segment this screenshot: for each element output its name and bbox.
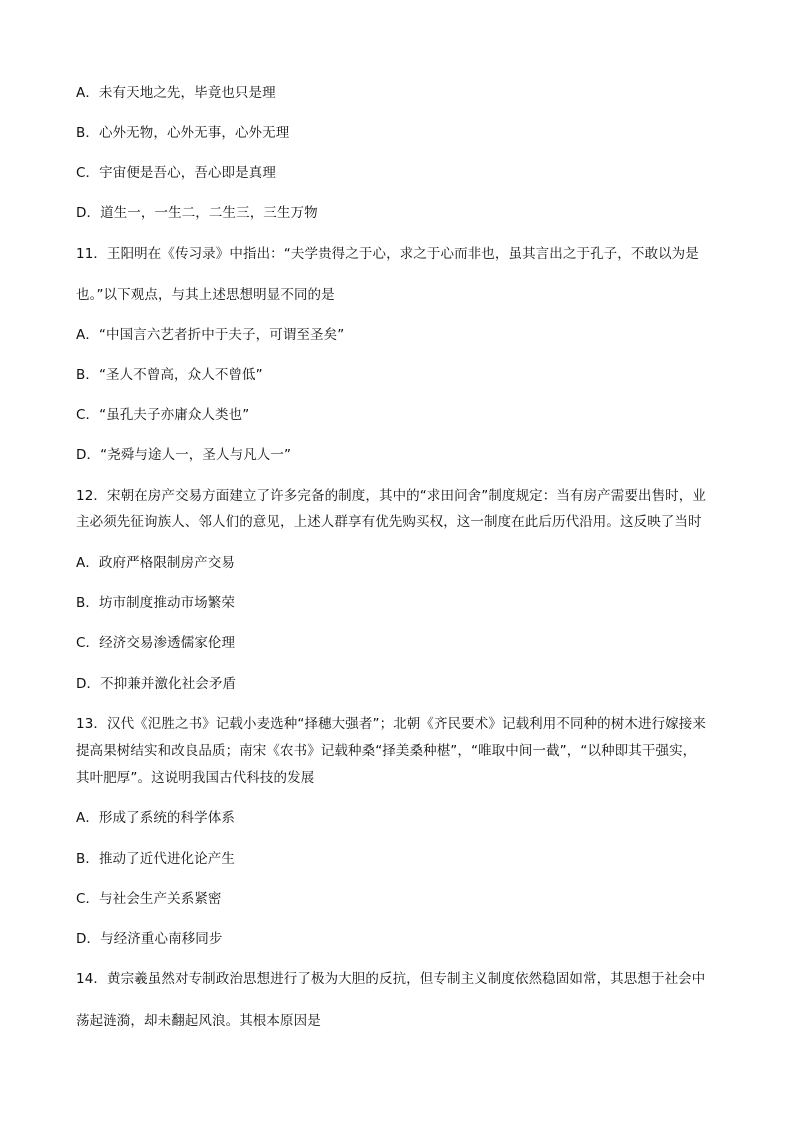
q13-option-d: D．与经济重心南移同步 (76, 931, 223, 947)
q12-stem-line2: 主必须先征询族人、邻人们的意见，上述人群享有优先购买权，这一制度在此后历代沿用。这反映了当时 (76, 514, 702, 530)
q11-option-c: C．“虽孔夫子亦庸众人类也” (76, 407, 250, 423)
q12-option-d: D．不抑兼并激化社会矛盾 (76, 676, 237, 692)
q12-option-c: C．经济交易渗透儒家伦理 (76, 635, 236, 651)
q10-option-a: A．未有天地之先，毕竟也只是理 (76, 85, 276, 101)
q12-option-b: B．坊市制度推动市场繁荣 (76, 595, 235, 611)
q10-option-b: B．心外无物，心外无事，心外无理 (76, 125, 290, 141)
q13-stem-line2: 提高果树结实和改良品质；南宋《农书》记载种桑“择美桑种椹”，“唯取中间一截”，“以种即其干强实， (76, 743, 697, 759)
q12-stem-line1: 12．宋朝在房产交易方面建立了许多完备的制度，其中的“求田问舍”制度规定：当有房产需要出售时，业 (76, 488, 706, 504)
q11-option-d: D．“尧舜与途人一，圣人与凡人一” (76, 447, 292, 463)
q11-option-b: B．“圣人不曾高，众人不曾低” (76, 367, 263, 383)
q14-stem-line2: 荡起涟漪，却未翻起风浪。其根本原因是 (76, 1013, 321, 1029)
q11-stem-line1: 11．王阳明在《传习录》中指出：“夫学贵得之于心，求之于心而非也，虽其言出之于孔子，不敢以为是 (76, 246, 699, 262)
q10-option-c: C．宇宙便是吾心，吾心即是真理 (76, 165, 276, 181)
q13-stem-line3: 其叶肥厚”。这说明我国古代科技的发展 (76, 770, 315, 786)
q13-option-b: B．推动了近代进化论产生 (76, 851, 235, 867)
q13-option-c: C．与社会生产关系紧密 (76, 891, 222, 907)
q10-option-d: D．道生一，一生二，二生三，三生万物 (76, 205, 318, 221)
q14-stem-line1: 14．黄宗羲虽然对专制政治思想进行了极为大胆的反抗，但专制主义制度依然稳固如常，其思想于社会中 (76, 971, 706, 987)
q11-option-a: A．“中国言六艺者折中于夫子，可谓至圣矣” (76, 327, 345, 343)
q12-option-a: A．政府严格限制房产交易 (76, 555, 235, 571)
q11-stem-line2: 也。”以下观点，与其上述思想明显不同的是 (76, 287, 335, 303)
q13-option-a: A．形成了系统的科学体系 (76, 810, 235, 826)
q13-stem-line1: 13．汉代《氾胜之书》记载小麦选种“择穗大强者”；北朝《齐民要术》记载利用不同种的树木进行嫁接来 (76, 716, 706, 732)
